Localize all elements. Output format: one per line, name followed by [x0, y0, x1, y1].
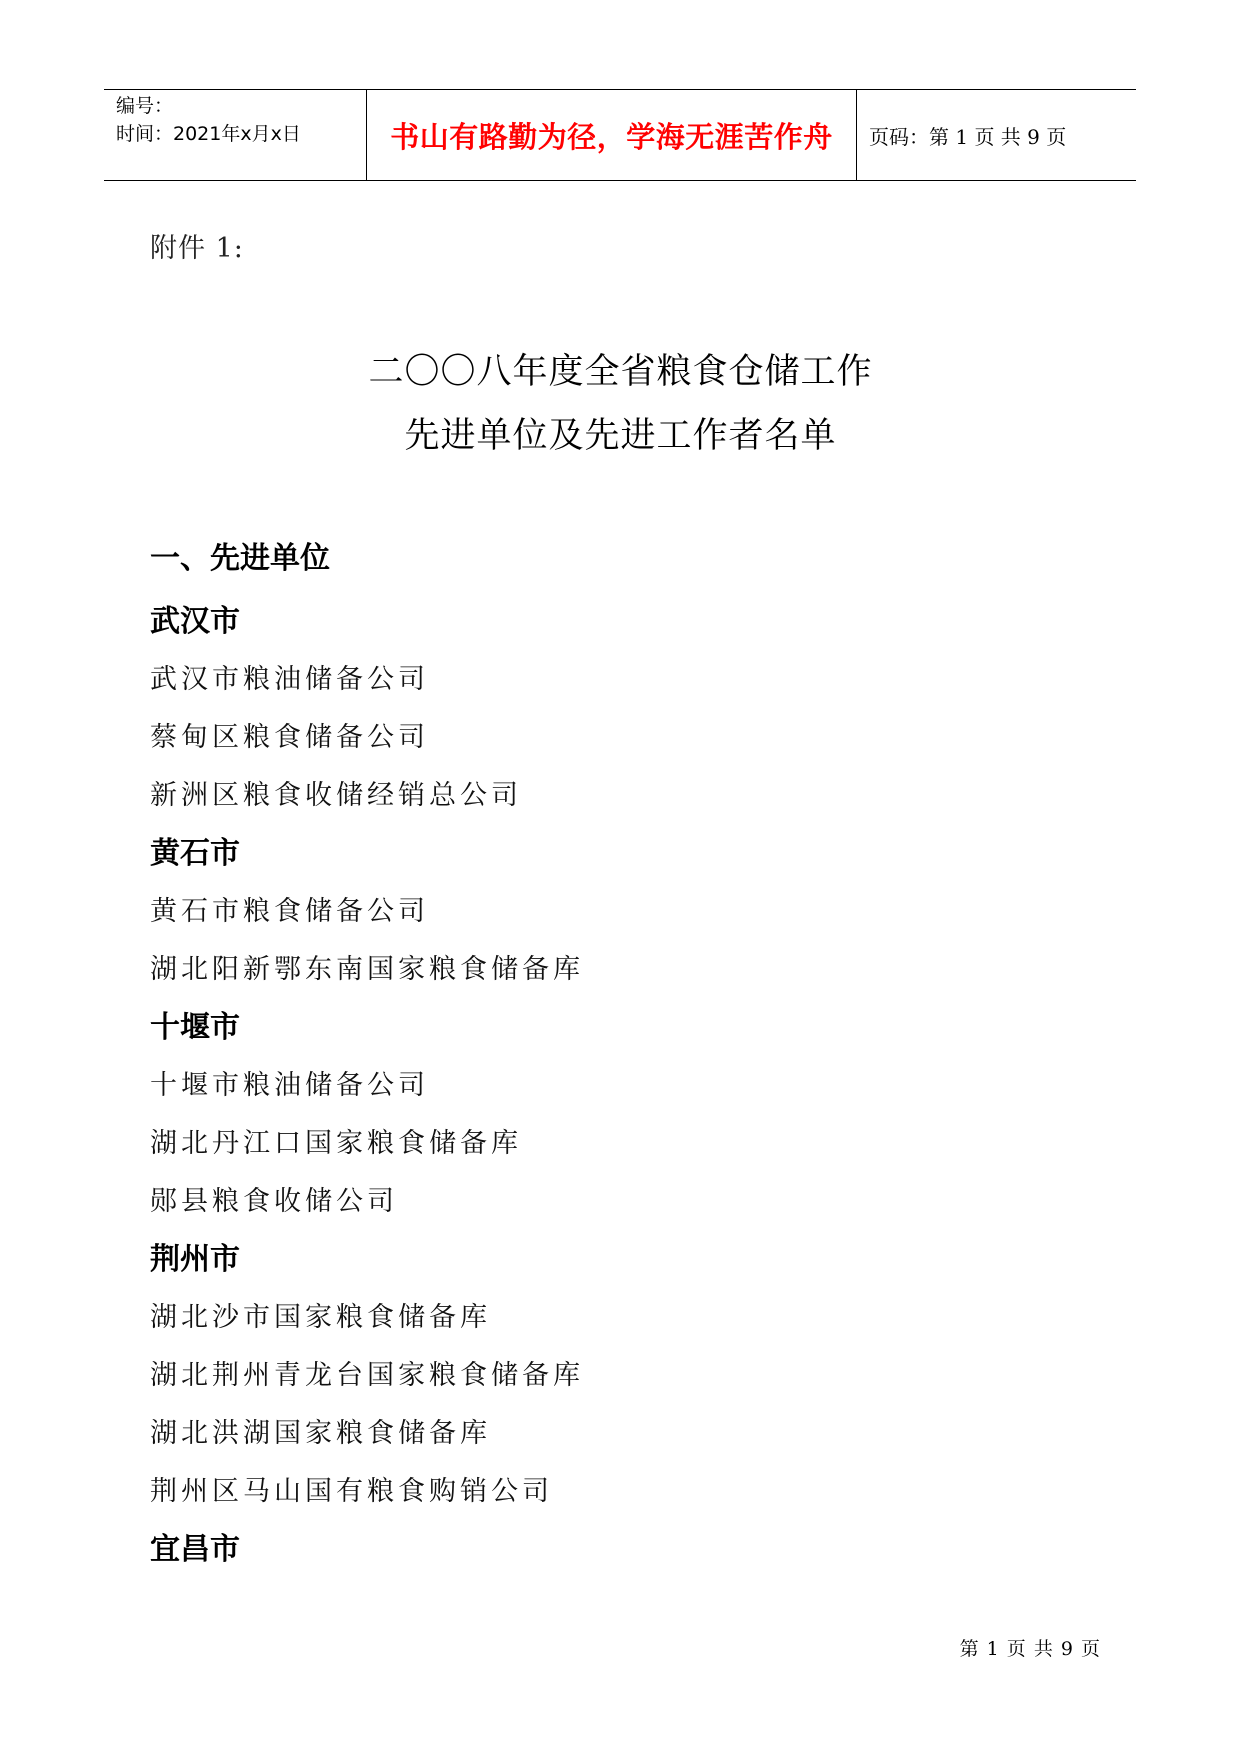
- unit-item: 湖北洪湖国家粮食储备库: [150, 1418, 491, 1449]
- unit-item: 郧县粮食收储公司: [150, 1186, 398, 1217]
- unit-item: 湖北丹江口国家粮食储备库: [150, 1128, 522, 1159]
- unit-item: 武汉市粮油储备公司: [150, 664, 429, 695]
- document-number-label: 编号：: [116, 95, 174, 117]
- unit-item: 湖北阳新鄂东南国家粮食储备库: [150, 954, 584, 985]
- city-heading: 宜昌市: [150, 1532, 240, 1567]
- unit-item: 湖北荆州青龙台国家粮食储备库: [150, 1360, 584, 1391]
- city-heading: 黄石市: [150, 836, 240, 871]
- attachment-label: 附件 1:: [150, 233, 244, 264]
- document-title-line-2: 先进单位及先进工作者名单: [404, 416, 837, 456]
- unit-item: 十堰市粮油储备公司: [150, 1070, 429, 1101]
- document-content: [150, 535, 1100, 1579]
- unit-item: 蔡甸区粮食储备公司: [150, 722, 429, 753]
- unit-item: 新洲区粮食收储经销总公司: [150, 780, 522, 811]
- unit-item: 湖北沙市国家粮食储备库: [150, 1302, 491, 1333]
- city-heading: 武汉市: [150, 604, 240, 639]
- motto-text: 书山有路勤为径，学海无涯苦作舟: [390, 119, 833, 154]
- city-heading: 十堰市: [150, 1010, 240, 1045]
- unit-item: 黄石市粮食储备公司: [150, 896, 429, 927]
- city-heading: 荆州市: [150, 1242, 240, 1277]
- section-heading: 一、先进单位: [150, 541, 330, 576]
- document-title-line-1: 二〇〇八年度全省粮食仓储工作: [368, 352, 873, 392]
- header-page-cell: [857, 90, 1136, 180]
- header-page-number: 页码：第 1 页 共 9 页: [869, 124, 1067, 149]
- header-meta-cell: [104, 90, 367, 180]
- unit-item: 荆州区马山国有粮食购销公司: [150, 1476, 553, 1507]
- document-time-label: 时间：2021年x月x日: [116, 123, 301, 145]
- page-header: [104, 89, 1136, 181]
- header-motto-cell: [367, 90, 857, 180]
- page-footer-number: 第 1 页 共 9 页: [959, 1638, 1101, 1660]
